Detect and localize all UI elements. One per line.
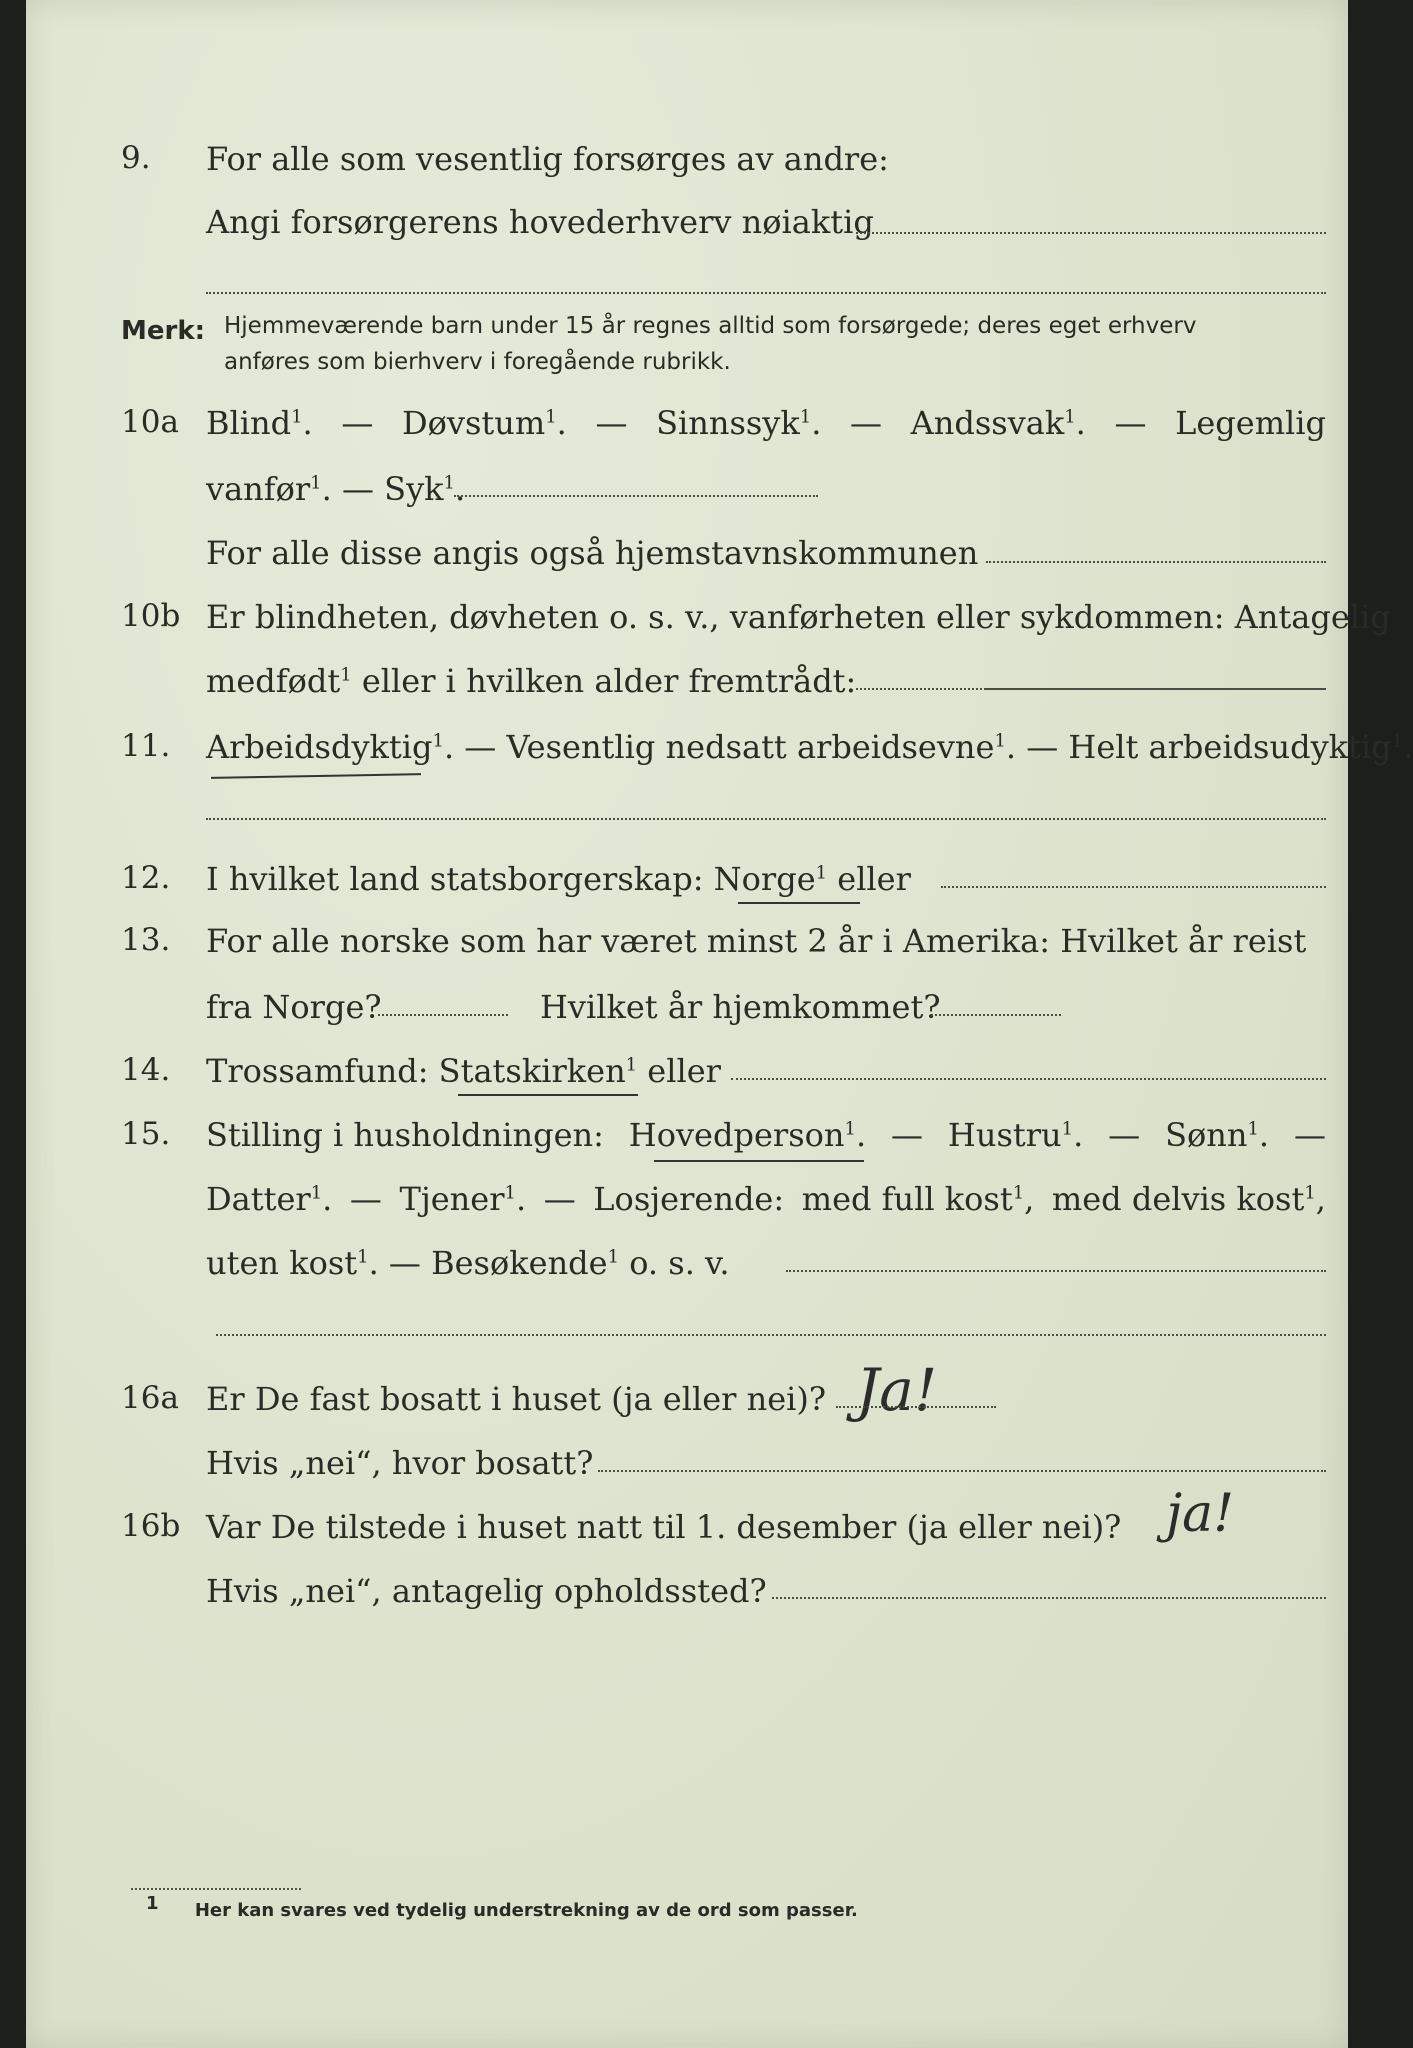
option-sonn[interactable]: Sønn$^1$. (1165, 1116, 1270, 1154)
answer-line[interactable] (941, 886, 1326, 888)
handwritten-underline (458, 1094, 638, 1096)
option-legemlig[interactable]: Legemlig (1175, 404, 1326, 442)
option-full-kost[interactable]: med full kost$^1$, (801, 1180, 1035, 1218)
answer-line[interactable] (378, 1014, 508, 1016)
question-text: For alle norske som har været minst 2 år i Amerika: Hvilket år reist (206, 922, 1307, 960)
question-options (206, 404, 1326, 442)
separator: — (349, 1180, 382, 1218)
question-15-row-2 (26, 1180, 1348, 1236)
answer-line[interactable] (836, 1406, 996, 1408)
question-number: 10b (121, 598, 181, 634)
separator: — (464, 728, 497, 766)
answer-line[interactable] (986, 688, 1326, 690)
question-text: Hvis „nei“, hvor bosatt? (206, 1444, 594, 1482)
question-16b-row (26, 1508, 1348, 1564)
question-text: For alle disse angis også hjemstavnskommunen (206, 534, 979, 572)
separator: — (341, 470, 374, 508)
option-dovstum[interactable]: Døvstum$^1$. (401, 404, 567, 442)
question-16b-row-2 (26, 1572, 1348, 1628)
separator: — (543, 1180, 576, 1218)
footnote-text: Her kan svares ved tydelig understrekning av de ord som passer. (194, 1900, 858, 1921)
handwritten-underline (654, 1160, 864, 1162)
question-number: 16a (121, 1380, 179, 1416)
question-15-row (26, 1116, 1348, 1172)
note-text (224, 308, 1196, 380)
handwritten-underline (738, 902, 860, 904)
option-arbeidsdyktig[interactable]: Arbeidsdyktig$^1$. (206, 728, 455, 766)
question-text: Angi forsørgerens hovederhverv nøiaktig (206, 203, 874, 241)
option-syk[interactable]: Syk$^1$. (384, 470, 466, 508)
question-text: medfødt$^1$ eller i hvilken alder fremtrådt: (206, 662, 857, 700)
option-andssvak[interactable]: Andssvak$^1$. (910, 404, 1086, 442)
option-sinnssyk[interactable]: Sinnssyk$^1$. (656, 404, 822, 442)
question-number: 15. (121, 1116, 171, 1152)
question-options: uten kost$^1$. — Besøkende$^1$ o. s. v. (206, 1244, 730, 1282)
note-line: anføres som bierhverv i foregående rubrikk. (224, 349, 731, 375)
question-number: 14. (121, 1052, 171, 1088)
note-line: Hjemmeværende barn under 15 år regnes alltid som forsørgede; deres eget erhverv (224, 313, 1197, 339)
answer-line[interactable] (772, 1597, 1326, 1599)
option-blind[interactable]: Blind$^1$. (206, 404, 313, 442)
answer-line[interactable] (731, 1078, 1326, 1080)
question-text: I hvilket land statsborgerskap: Norge$^1$ eller (206, 860, 911, 898)
question-options (206, 728, 1413, 766)
question-10b-row-2 (26, 662, 1348, 718)
separator: — (1294, 1116, 1326, 1154)
answer-line[interactable] (598, 1470, 1326, 1472)
question-10b-row (26, 598, 1391, 654)
question-text: Er De fast bosatt i huset (ja eller nei)? (206, 1380, 827, 1418)
answer-line[interactable] (856, 232, 1326, 234)
option-tjener[interactable]: Tjener$^1$. (399, 1180, 527, 1218)
question-13-row-2 (26, 988, 1348, 1044)
option-nedsatt[interactable]: Vesentlig nedsatt arbeidsevne$^1$. (506, 728, 1017, 766)
question-number: 12. (121, 860, 171, 896)
footnote-rule (131, 1888, 301, 1890)
answer-line[interactable] (786, 1270, 1326, 1272)
note-label: Merk: (121, 316, 206, 346)
answer-line[interactable] (986, 561, 1326, 563)
option-udyktig[interactable]: Helt arbeidsudyktig$^1$. (1068, 728, 1413, 766)
question-text: fra Norge? (206, 988, 382, 1026)
question-15-row-3 (26, 1244, 1348, 1300)
separator: — (1108, 1116, 1141, 1154)
handwritten-answer[interactable]: Ja! (856, 1356, 938, 1424)
separator: — (850, 404, 882, 442)
separator: — (1114, 404, 1147, 442)
option-hovedperson[interactable]: Hovedperson$^1$. (628, 1116, 867, 1154)
question-16a-row-2 (26, 1444, 1348, 1500)
option-besokende[interactable]: Besøkende$^1$ (431, 1244, 620, 1282)
question-number: 10a (121, 404, 179, 440)
option-datter[interactable]: Datter$^1$. (206, 1180, 333, 1218)
handwritten-answer[interactable]: ja! (1166, 1484, 1235, 1544)
question-13-row (26, 922, 1348, 978)
question-text: For alle som vesentlig forsørges av andre: (206, 140, 889, 178)
option-hustru[interactable]: Hustru$^1$. (947, 1116, 1084, 1154)
question-14-row (26, 1052, 1348, 1108)
question-text: Trossamfund: Statskirken$^1$ eller (206, 1052, 721, 1090)
separator: — (388, 1244, 421, 1282)
separator: — (891, 1116, 924, 1154)
census-form-page (26, 0, 1413, 2048)
footnote (146, 1893, 858, 1921)
question-10a-row-2 (26, 470, 1348, 526)
separator: — (341, 404, 374, 442)
question-16a-row (26, 1380, 1348, 1436)
answer-line[interactable] (206, 292, 1326, 294)
question-number: 16b (121, 1508, 181, 1544)
question-number: 13. (121, 922, 171, 958)
question-9-row (26, 140, 1348, 196)
option-norge[interactable]: Norge$^1$ (713, 860, 828, 898)
option-delvis-kost[interactable]: med delvis kost$^1$, (1051, 1180, 1326, 1218)
question-options: Datter$^1$. — Tjener$^1$. — Losjerende: med full kost$^1$, med delvis kost$^1$, (206, 1180, 1326, 1218)
question-text: Er blindheten, døvheten o. s. v., vanførheten eller sykdommen: Antagelig (206, 598, 1391, 636)
question-text: Hvilket år hjemkommet? (540, 988, 941, 1026)
footnote-mark: 1 (146, 1893, 159, 1914)
separator: — (595, 404, 628, 442)
question-text: Var De tilstede i huset natt til 1. desember (ja eller nei)? (206, 1508, 1122, 1546)
option-statskirken[interactable]: Statskirken$^1$ (438, 1052, 638, 1090)
question-text: Hvis „nei“, antagelig opholdssted? (206, 1572, 767, 1610)
answer-line[interactable] (454, 495, 818, 497)
question-number: 9. (121, 140, 151, 176)
answer-line[interactable] (931, 1014, 1061, 1016)
option-vanfor[interactable]: vanfør$^1$. (206, 470, 332, 508)
question-options: Stilling i husholdningen: Hovedperson$^1$. — Hustru$^1$. — Sønn$^1$. — (206, 1116, 1326, 1154)
separator: — (1026, 728, 1059, 766)
answer-line[interactable] (856, 688, 986, 690)
question-options (206, 470, 465, 508)
answer-line[interactable] (206, 818, 1326, 820)
question-number: 11. (121, 728, 171, 764)
option-uten-kost[interactable]: uten kost$^1$. (206, 1244, 379, 1282)
question-10a-row (26, 404, 1348, 460)
question-9-row-2 (26, 203, 1348, 259)
question-12-row (26, 860, 1348, 916)
answer-line[interactable] (216, 1334, 1326, 1336)
